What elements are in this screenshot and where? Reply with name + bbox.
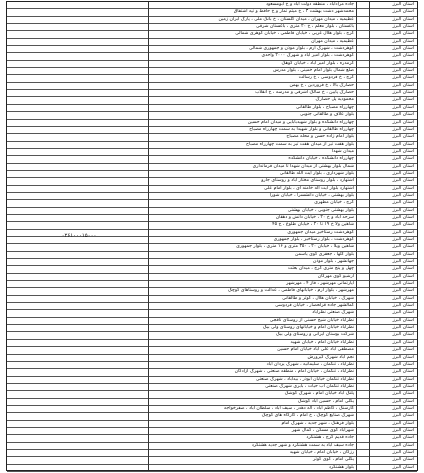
province-cell: استان البرز <box>392 273 414 279</box>
address-cell: جهانشهر ، بلوار موذن <box>312 259 354 265</box>
province-cell: استان البرز <box>392 281 414 287</box>
address-cell: نظرآباد تنکمان خیابان ابوذر ، بیدآباد ، شهرک صنعتی <box>255 376 354 382</box>
province-cell: استان البرز <box>392 38 414 44</box>
address-cell: نظرآباد خیابان امام و خیابانهای روستای ولی بیگ <box>262 325 354 331</box>
data-table <box>6 1 418 471</box>
address-cell: حصارک بالا ، خ فروردین ، خ بهمن <box>289 82 354 88</box>
province-cell: استان البرز <box>392 24 414 30</box>
province-cell: استان البرز <box>392 244 414 250</box>
province-cell: استان البرز <box>392 354 414 360</box>
address-cell: شمال بلوار بهشتی از میدان شهدا تا میدان فرمانداری <box>252 163 354 169</box>
address-cell: بلوار بهشتی جنوبی ، خیابان بهشتی <box>287 207 354 213</box>
province-cell: استان البرز <box>392 75 414 81</box>
province-cell: استان البرز <box>392 200 414 206</box>
province-cell: استان البرز <box>392 449 414 455</box>
address-cell: مصطفی آباد علی آباد خیابان امام حسین <box>277 347 354 353</box>
address-cell: محمدشهر دشت بهشت ۳ ، خ میثم تمار و خ حافظ و تپه اشتفاق <box>233 9 354 15</box>
address-cell: بلوار شهرداری ، بلوار آیت الله طالقانی <box>279 170 354 176</box>
province-cell: استان البرز <box>392 347 414 353</box>
address-cell: یکلی امام ، حسین آباد کوشک <box>297 398 354 404</box>
address-cell: گرمدره ، بلوار امیر آباد ، خیابان کوهک <box>281 60 354 66</box>
province-cell: استان البرز <box>392 295 414 301</box>
address-cell: بلوار هشتگرد <box>328 464 354 470</box>
province-cell: استان البرز <box>392 251 414 257</box>
province-cell: استان البرز <box>392 266 414 272</box>
address-cell: نجم آباد شهرک گیرورش <box>307 354 354 360</box>
province-cell: استان البرز <box>392 222 414 228</box>
column-divider <box>356 2 357 470</box>
province-cell: استان البرز <box>392 170 414 176</box>
province-cell: استان البرز <box>392 97 414 103</box>
address-cell: رزکان ، خیابان امام ، خیابان شهید <box>289 449 354 455</box>
address-cell: کرج ، بلوار هلال غربی ، خیابان فاطمی ، خیابان گوهری شمالی <box>235 31 354 37</box>
address-cell: اشتهارد ، بلوار روستای مختار آباد و روستای جارو <box>261 178 354 184</box>
province-cell: استان البرز <box>392 413 414 419</box>
column-divider <box>369 2 370 470</box>
address-cell: پلنگ آباد خیابان امام ، شهرک کوشک <box>284 391 354 397</box>
province-cell: استان البرز <box>392 156 414 162</box>
province-cell: استان البرز <box>392 457 414 463</box>
address-cell: نظرآباد ، تنکمان ، خیابان امام ، منطقه صنعتی ، شهرک آزادگان <box>234 369 354 375</box>
address-cell: باغستان ، بلوار معلم ، خ ۲۰ متری ، باغستان شرقی <box>256 24 354 30</box>
province-cell: استان البرز <box>392 119 414 125</box>
address-cell: نظرآباد ، تنکمان ، سلیمانیه ، شهرک یزدان آباد <box>266 361 354 367</box>
address-cell: شاهین ولا خ ۱۹ تا ۲۰ ، خیابان طلوع ، خ ۴۵ <box>272 222 354 228</box>
address-cell: گوهردشت ، بلوار امیر اباد و شهرک ۲۰۰۰ واحدی <box>261 53 354 59</box>
address-cell: بلوار گلها ، جعفری کوی یاسمن <box>294 251 354 257</box>
address-cell: کرج ، خیابان مطهری <box>314 200 354 206</box>
province-cell: استان البرز <box>392 178 414 184</box>
address-cell: بلوار علاف و طالقانی جنوبی <box>300 112 354 118</box>
address-cell: بلوار امام زاده حسن و محله مصباح <box>286 134 354 140</box>
address-cell: شهرک صنایع کوچک ، خ امام ، کارگاه های کوچک <box>261 413 354 419</box>
province-cell: استان البرز <box>392 325 414 331</box>
address-cell: بلوار بهشتی ، خیابان دانشسرا ، خیابان شورا <box>269 192 354 198</box>
province-cell: استان البرز <box>392 398 414 404</box>
address-cell: نظرآباد تنکمان آب حیات ، بابری شهرک صنعتی <box>265 383 354 389</box>
address-cell: مهرشهر ، بلوار ارم ، خیابانهای فاطمی ، عدالت و روستاهای کوچک <box>227 288 354 294</box>
province-cell: استان البرز <box>392 435 414 441</box>
province-cell: استان البرز <box>392 104 414 110</box>
address-cell: جاده مراداباد ، منطقه دولت آباد و خ ابومسعود <box>265 2 354 7</box>
address-cell: گوهردشت ، بلوار رستاخیز ، بلوار جمهوری <box>273 237 354 242</box>
address-cell: بلوار فرهنگ ، شهر جدید ، شهرک امام <box>281 420 354 426</box>
province-cell: استان البرز <box>392 442 414 448</box>
address-cell: آرشیو کوی مهرگان <box>317 273 354 279</box>
province-cell: استان البرز <box>392 82 414 88</box>
address-cell: چهل و پنج متری کرج ، میدان بعثت <box>288 266 354 272</box>
address-cell: شهرک ، خیابان هلال ، کوثر و طالقانی <box>282 295 354 301</box>
address-cell: شرکت بوستان ایرانی و روستای ولی بیگ <box>275 332 354 338</box>
address-cell: اشتهارد بلوار آیت اله خامنه ای ، بلوار امام علی <box>264 185 354 191</box>
province-cell: استان البرز <box>392 68 414 74</box>
address-cell: گوهردشت ، شهرک ارم ، بلوار موذن و جمهوری شمالی <box>248 46 354 52</box>
province-cell: استان البرز <box>392 53 414 59</box>
address-cell: شهرک صنعتی نظرآباد <box>312 310 354 316</box>
address-cell: آپارتمانی مهرشهر ، فاز ۴ ، مهرشهر <box>286 281 354 287</box>
province-cell: استان البرز <box>392 185 414 191</box>
address-cell: ضلع شمال بلوار امام خمینی ، بلوار مدرس <box>273 68 354 74</box>
address-cell: جاده قدیم کرج ، هشتگرد <box>306 435 354 441</box>
province-cell: استان البرز <box>392 310 414 316</box>
address-cell: عظیمیه ، میدان مهران ، میدان گلستان ، خ بانک ملی ، پارک آبران زمین <box>218 16 354 22</box>
province-cell: استان البرز <box>392 60 414 66</box>
province-cell: استان البرز <box>392 405 414 411</box>
address-cell: نظرآباد خیابان شیخ حسنی از روستای ناقجی <box>269 317 354 323</box>
address-cell: شهرآباد کوی مسکن ، کمال شهر <box>291 427 354 433</box>
address-cell: گوهردشت رستاخیز میدان جمهوری <box>287 229 354 235</box>
address-cell: کرج ، خ فردوسی ، خ رسالت <box>298 75 354 81</box>
province-cell: استان البرز <box>392 16 414 22</box>
province-cell: استان البرز <box>392 214 414 220</box>
province-cell: استان البرز <box>392 46 414 52</box>
province-cell: استان البرز <box>392 207 414 213</box>
province-cell: استان البرز <box>392 229 414 235</box>
province-cell: استان البرز <box>392 420 414 426</box>
province-cell: استان البرز <box>392 148 414 154</box>
province-cell: استان البرز <box>392 9 414 15</box>
province-cell: استان البرز <box>392 288 414 294</box>
province-cell: استان البرز <box>392 2 414 7</box>
address-cell: کارسنگ ، کاظم آباد ، اله دهدر ، سیف آباد ، سلطان آباد ، صفرخواجه <box>224 405 354 411</box>
province-cell: استان البرز <box>392 383 414 389</box>
address-cell: حصارک پایین ، خ سالک اشرفی و مدرسه ، خ انقلاب <box>255 90 354 96</box>
address-cell: میدان شهدا <box>331 148 354 154</box>
province-cell: استان البرز <box>392 163 414 169</box>
address-cell: کمالشهر جاده قزلحصار ، خیابان فردوسی <box>275 303 354 309</box>
province-cell: استان البرز <box>392 317 414 323</box>
province-cell: استان البرز <box>392 427 414 433</box>
province-cell: استان البرز <box>392 126 414 132</box>
address-cell: شاهین ویلا ، خیابان ۲۰ ، ۳۵۰ متری و ۱۶ متری ، بلوار جمهوری <box>236 244 354 250</box>
address-cell: عظیمیه ، میدان مهران <box>311 38 354 44</box>
province-cell: استان البرز <box>392 332 414 338</box>
province-cell: استان البرز <box>392 339 414 345</box>
province-cell: استان البرز <box>392 141 414 147</box>
address-cell: محمودیه پل حصارک <box>315 97 354 103</box>
address-cell: سرحد اباد و خ ۲۰ ، خیابان دانش و دهقان <box>275 214 354 220</box>
province-cell: استان البرز <box>392 31 414 37</box>
province-cell: استان البرز <box>392 112 414 118</box>
phone-number-cell: ۰۲۶۱۰۰۰۱۵۰۰۰ <box>61 233 97 239</box>
province-cell: استان البرز <box>392 192 414 198</box>
address-cell: نظرآباد خیابان امام ، خیابان شهید <box>290 339 354 345</box>
province-cell: استان البرز <box>392 237 414 242</box>
address-cell: جاده سیف آباد به سمت هشتگرد و شهر جدید هشتگرد <box>251 442 354 448</box>
address-cell: چهارراه طالقانی و بلوار شهیدا به سمت چهارراه مصباح <box>249 126 354 132</box>
province-cell: استان البرز <box>392 464 414 470</box>
province-cell: استان البرز <box>392 369 414 375</box>
address-cell: بلوار هفت تیر از میدان هفت تیر به سمت چهارراه مصباح <box>245 141 354 147</box>
address-cell: چهارراه دانشکده و بلوار شهیدبابایی و میدان امام حسین <box>247 119 354 125</box>
province-cell: استان البرز <box>392 361 414 367</box>
province-cell: استان البرز <box>392 259 414 265</box>
address-cell: چهارراه مصباح ، بلوار طالقانی <box>296 104 354 110</box>
province-cell: استان البرز <box>392 90 414 96</box>
province-cell: استان البرز <box>392 391 414 397</box>
province-cell: استان البرز <box>392 376 414 382</box>
address-cell: یکلی امام ، کوی کوثر <box>313 457 354 463</box>
province-cell: استان البرز <box>392 134 414 140</box>
province-cell: استان البرز <box>392 303 414 309</box>
address-cell: چهارراه دانشکده ، خیابان دانشکده <box>288 156 354 162</box>
